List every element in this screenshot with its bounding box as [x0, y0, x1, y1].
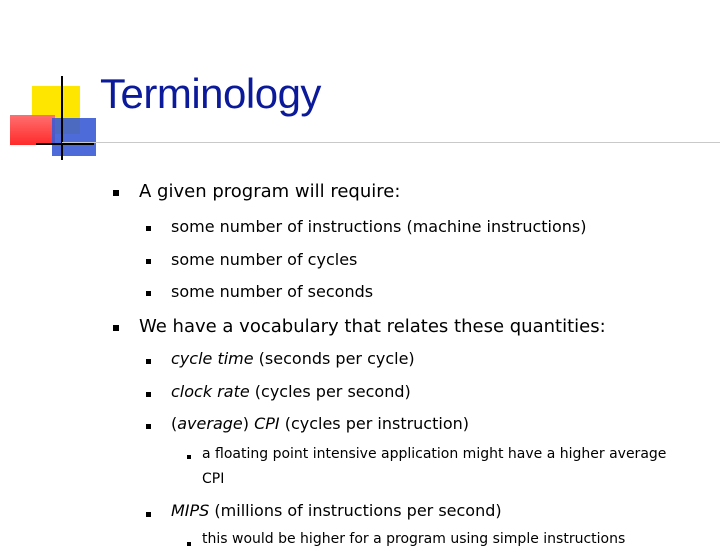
- logo-horizontal-line: [36, 143, 94, 145]
- bullet-text: some number of cycles: [171, 250, 358, 269]
- bullet-marker: [113, 190, 119, 196]
- bullet-marker: [187, 455, 191, 459]
- bullet-text: [171, 501, 502, 520]
- term-average: average: [177, 414, 243, 433]
- logo-vertical-line: [61, 76, 63, 160]
- term-mips: MIPS: [171, 501, 210, 520]
- term-cycle-time: cycle time: [171, 349, 254, 368]
- slide-logo: [0, 0, 110, 170]
- bullet-text: this would be higher for a program using simple instructions: [202, 531, 626, 547]
- bullet-marker: [146, 291, 151, 296]
- term-clock-rate: clock rate: [171, 382, 250, 401]
- paren-close: ): [242, 414, 255, 433]
- bullet-text: a floating point intensive application might have a higher average: [202, 446, 667, 462]
- bullet-marker: [146, 512, 151, 517]
- bullet-marker: [113, 325, 119, 331]
- paren-open: (: [171, 414, 178, 433]
- title-divider: [62, 142, 720, 143]
- bullet-text: [171, 414, 469, 433]
- bullet-text: We have a vocabulary that relates these quantities:: [139, 316, 606, 337]
- bullet-marker: [146, 259, 151, 264]
- bullet-text: some number of instructions (machine instructions): [171, 217, 587, 236]
- term-cpi: CPI: [254, 414, 280, 433]
- bullet-marker: [187, 542, 191, 546]
- bullet-text: A given program will require:: [139, 181, 401, 202]
- bullet-text: some number of seconds: [171, 282, 374, 301]
- term-description: (cycles per instruction): [279, 414, 469, 433]
- term-description: (cycles per second): [249, 382, 411, 401]
- bullet-text-continued: CPI: [202, 471, 225, 487]
- bullet-text: [171, 349, 415, 368]
- slide-title: Terminology: [100, 70, 321, 117]
- logo-blue-square: [52, 118, 96, 156]
- bullet-text: [171, 382, 411, 401]
- bullet-marker: [146, 226, 151, 231]
- bullet-marker: [146, 392, 151, 397]
- bullet-marker: [146, 424, 151, 429]
- term-description: (millions of instructions per second): [209, 501, 502, 520]
- term-description: (seconds per cycle): [253, 349, 415, 368]
- logo-red-square: [10, 115, 55, 145]
- bullet-marker: [146, 359, 151, 364]
